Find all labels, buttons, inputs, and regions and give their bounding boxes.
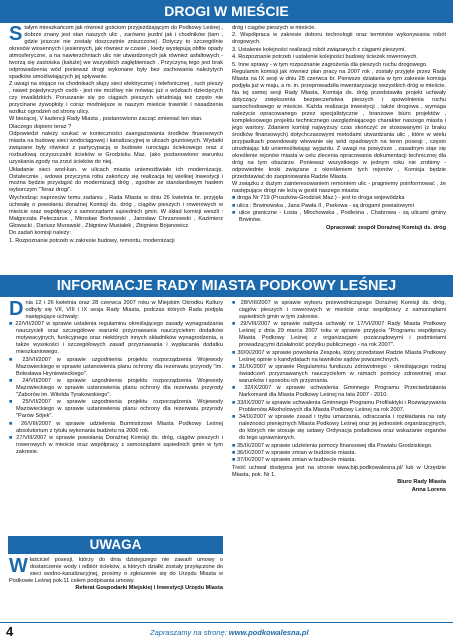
footer-url-link[interactable]: www.podkowalesna.pl	[228, 628, 309, 637]
roads-paragraph: 5. Inne sprawy - w tym rozpoznanie zagrożenia dla pieszych ruchu drogowego.	[232, 61, 428, 68]
roads-paragraph: 2. Współpraca w zakresie doboru technologii oraz terminów wykonywania robót drogowych.	[232, 32, 446, 46]
roads-signature: Opracował: zespół Doraźnej Komisji ds. dróg	[326, 224, 446, 231]
resolution-item: ■ 33/IX/2007 w sprawie uchwalenia Gminnego Programu Profilaktyki i Rozwiązywania Problemów Alkoholowych dla Miasta Podkowy Leśnej na rok 2007.	[232, 399, 446, 413]
council-intro	[9, 300, 223, 321]
notice-paragraph	[9, 557, 223, 585]
roads-paragraph: W związku z dużym zainteresowaniem remontem ulic - pragniemy poinformować , że następujące drogi nie leżą w gestii naszego miasta:	[232, 180, 446, 194]
section-title-roads: DROGI W MIEŚCIE	[0, 0, 453, 23]
roads-paragraph: Z uwagi na stojące na chodnikach słupy sieci elektrycznej i telefonicznej , ruch pieszy , nawet pojedynczych osób - jest nie możliwy nie mówiąc już o wózkach dziecięcych czy inwalidzkich. Poruszanie się po ciągach pieszych utrudniają też często nie przycinane żywopłoty i coraz modniejsze w naszym mieście trawniki i nasadzenia wzdłuż ogrodzeń od strony ulicy.	[9, 81, 223, 115]
roads-paragraph: Regulamin komisji jak również plan pracy na 2007 rok , zostały przyjęte przez Radę Miasta na IX sesji w dniu 28 czerwca br. Pierwsze działania w tym zakresie komisja podjęła już w maju, a m. in. przeprowadziła inwentaryzację wszystkich dróg w mieście. Na tej samej sesji Rady Miasta, Komisja ds. dróg przedstawiła projekt uchwały dotyczący zwiększenia bezpieczeństwa pieszych i spowolnienia ruchu samochodowego w mieście. Każda realizacja inwestycji , także drogowa , wymaga należycie opracowanego przez specjalistyczne , branżowe biuro projektów , kompleksowego projektu technicznego uwzględniającego charakter naszego miasta i jego wartory. Zdaniem komisji najwyższy czas skończyć ze stosowanymi (z braku środków finansowych) dotychczasowymi metodami utwardzania ulic , które w wielu przypadkach powodowały wlewanie się wód opadowych na teren posesji , często utrudniając lub uniemożliwiając wyjazdu. Z uwagi na powyższe , zasadnym stąe się określenie rejonów miasta w celu zlecenia opracowania dokumentacji technicznej dla dróg na tym obszarze. Ponieważ wszystkiego w jednym roku nie zrobimy - odpowiednie kroki związane z określeniem tych rejonów , Komisja będzie przedstawiać do zaopiniowania Radzie Miasta.	[232, 69, 446, 180]
notice-text: łaściciel posesji, którzy do dnia dzisiejszego nie zawarli umowy o dostarczenie wody i odbiór ścieków, a których działki zostały przyłączone do sieci wodno-kanalizacyjnej, prosimy o zgłoszenie się do Urzędu Miasta w Podkowie Leśnej pok.11 celem podpisania umowy.	[9, 557, 223, 584]
resolution-item: ■ 29/VIII/2007 w sprawie nabycia uchwały nr 17/VI/2007 Rady Miasta Podkowy Leśnej z dnia 29 marca 2007 roku w sprawie przyjęcia "Programu współpracy Miasta Podkowy Leśnej z organizacjami pozarządowymi i podmiotami prowadzącymi działalność pożytku publicznego - na rok 2007".	[232, 321, 446, 349]
bullet-square-icon: ■	[232, 450, 237, 457]
roads-paragraph: Wychodząc naprzeciw temu zadaniu , Rada Miasta w dniu 26 kwietnia br. przyjęła uchwałę o powołaniu doraźnej Komisji ds. dróg , ciągów pieszych i rowerowych w mieście oraz współpracy z samorządami sąsiednich gmin. W skład komisji weszli : Małgorzata Pełeczarus , Mirosław Borkowski , Jarosław Chrzanowski , Kazimierz Głowacki , Dariusz Murawski , Zbigniew Musiałek , Zbigniew Bojanowicz.	[9, 194, 223, 229]
footer-invite: Zapraszamy na stronę:	[150, 628, 229, 637]
roads-paragraph: 1. Rozpoznanie potrzeb w zakresie budowy, remontu, modernizacji	[9, 237, 175, 244]
drop-cap: D	[9, 300, 24, 320]
resolution-item: ■ 28/VIII/2007 w sprawie wyboru przewodniczącego Doraźnej Komisji ds. dróg, ciągów pieszych i rowerowych w mieście oraz współpracy z samorządami sąsiednich gmin w tym zakresie.	[232, 300, 446, 320]
bullet-square-icon: ■	[232, 364, 239, 371]
section-title-notice: UWAGA	[8, 536, 223, 554]
roads-paragraph: Do zadań komisji należy:	[9, 230, 71, 237]
road-list-item: ■ droga Nr 719 (Pruszków-Grodzisk Maz.) - jest to droga wojewódzka	[232, 195, 405, 202]
resolution-item: ■ 37/IX/2007 w sprawie zmian w budżecie miasta.	[232, 457, 357, 464]
road-list-item: ■ ulice graniczne - Łosia , Młochowska , Podleśna , Chabrowa - są ulicami gminy Brwinów.	[232, 210, 446, 224]
resolution-item: ■ 24/VII/2007 w sprawie uzgodnienia projektu rozporządzenia Wojewody Mazowieckiego w sprawie ustanowienia planu ochrony dla rezerwatu przyrody "Zaborów im. Witolda Tyrakowskiego".	[9, 377, 223, 398]
roads-paragraph-text: tałym mieszkańcom jak również gościom przyjeżdżającym do Podkowy Leśnej , dobrze znany jest stan naszych ulic , zarówno jezdni jak i chodników (tam , gdzie jeszcze nie zostały doszczętnie zniszczone). Dotyczy to szczególnie okresów wiosennych i jesiennych, jak również w czasie , kiedy występują obfite opady atmosferyczne, a na nawierzchniach ulic nie utwardzonych jak również asfaltowych - tworzą się zastoiska (kałuże) we wszystkich zagłębieniach . Przyczyną tego jest brak odprowadzenia wód ponieważ drogi wykonane były bez zachowania należytych spadków umożliwiających jej spływanie.	[9, 25, 223, 80]
resolution-item: ■ 30/IX/2007 w sprawie powołania Zespołu, który przedstawi Radzie Miasta Podkowy Leśnej opinie o kandydatach na ławników sądów powszechnych.	[232, 349, 446, 363]
resolution-item: ■ 27/VIII/2007 w sprawie powołania Doraźnej Komisji ds. dróg, ciągów pieszych i rowerowych w mieście oraz współpracy z samorządami sąsiednich gmin w tym zakresie.	[9, 435, 223, 456]
bullet-square-icon: ■	[9, 321, 16, 328]
drop-cap: S	[9, 25, 23, 45]
bullet-square-icon: ■	[9, 399, 23, 406]
roads-paragraph	[9, 25, 223, 81]
bullet-square-icon: ■	[232, 385, 245, 392]
resolution-item: ■ 32/IX/2007 w sprawie uchwalenia Gminnego Programu Przeciwdziałania Narkomanii dla Miasta Podkowy Leśnej na lata 2007 - 2010.	[232, 385, 446, 399]
bullet-square-icon: ■	[232, 414, 239, 421]
roads-article-column-2	[232, 25, 446, 271]
council-office: Biuro Rady Miasta	[397, 479, 446, 486]
bullet-square-icon: ■	[9, 377, 23, 384]
resolution-item: ■ 22/VII/2007 w sprawie ustalenia regulaminu określającego zasady wynagradzania nauczycieli oraz szczegółowe warunki przyznawania nauczycielom dodatków motywacyjnych, funkcyjnego oraz niektórych innych składników wynagrodzenia, a także wysokości i szczegółowych zasad przyznawania i wypłacania dodatku mieszkaniowego.	[9, 321, 223, 356]
bullet-square-icon: ■	[232, 349, 238, 356]
resolution-item: ■ 31/IX/2007 w sprawie Regulaminu funduszu zdrowotnego - określającego rodzaj świadczeń przyznawanych nauczycielom w ramach pomocy zdrowotnej oraz warunków i sposobu ich przyznania.	[232, 364, 446, 384]
council-info-column-2	[232, 300, 446, 620]
resolution-item: ■ 35/IX/2007 w sprawie udzielenia pomocy finansowej dla Powiatu Grodziskiego.	[232, 442, 433, 449]
roads-paragraph: 3. Ustalenie kolejności realizacji robót związanych z ciągami pieszymi.	[232, 46, 406, 53]
resolution-item: ■ 26/VIII/2007 w sprawie udzielenia Burmistrzowi Miasta Podkowy Leśnej absolutorium z tytułu wykonania budżetu na 2006 rok.	[9, 420, 223, 434]
page-number: 4	[6, 624, 14, 639]
roads-paragraph: 4. Rozpoznanie potrzeb i ustalenie kolejności budowy ścieżek rowerowych.	[232, 54, 418, 61]
bullet-square-icon: ■	[232, 321, 241, 328]
council-person: Anna Lorens	[411, 486, 446, 493]
bullet-square-icon: ■	[232, 202, 237, 209]
bullet-square-icon: ■	[232, 442, 237, 449]
bullet-square-icon: ■	[232, 210, 239, 217]
road-list-item: ■ ulica : Brwinowska , Jana Pawła II , Parkowa - są drogami powiatowymi	[232, 202, 414, 209]
bullet-square-icon: ■	[232, 300, 241, 306]
roads-article-column-1	[9, 25, 223, 271]
roads-paragraph: dróg i ciągów pieszych w mieście.	[232, 25, 316, 31]
resolution-item: ■ 23/VII/2007 w sprawie uzgodnienia projektu rozporządzenia Wojewody Mazowieckiego w sprawie ustanowienia planu ochrony dla rezerwatu przyrody "im. Bolesława Hryniewieckiego".	[9, 356, 223, 377]
council-info-column-1	[9, 300, 223, 532]
council-closing: Treść uchwał dostępna jest na stronie www.bip.podkowalesna.pl/ lub w Urzędzie Miasta, pok. Nr 1.	[232, 464, 446, 478]
bullet-square-icon: ■	[9, 420, 22, 427]
bullet-square-icon: ■	[232, 399, 238, 406]
notice-signature: Referat Gospodarki Miejskiej i Inwestycji Urzędu Miasta	[75, 585, 223, 592]
footer-divider	[0, 622, 453, 623]
footer-text	[150, 628, 309, 637]
roads-paragraph: Układanie sieci wod-kan. w ulicach miasta uniemożliwiało ich modernizację. Ostatecznie , wdowa przyczyna robu zakończy się realizacja tej wielkiej inwestycji i można będzie przystąpić do modernizacji dróg , zgodnie ze standardowym hasłem wyborczym "Teraz drogi".	[9, 166, 223, 194]
drop-cap: W	[9, 557, 28, 577]
resolution-item: ■ 34/IX/2007 w sprawie zasad i trybu umarzania, odraczania i rozkładania na raty należności pieniężnych Miasta Podkowy Leśnej oraz jej jednostek organizacyjnych, do których nie stosuje się ustawy Ordynacja podatkowa oraz wskazanie organów do tego uprawnionych.	[232, 414, 446, 442]
notice-column	[9, 557, 223, 619]
roads-paragraph: Dlaczego dopiero teraz ?	[9, 123, 72, 130]
bullet-square-icon: ■	[9, 356, 23, 363]
council-intro-text: nia 12 i 26 kwietnia oraz 28 czerwca 2007 roku w Miejskim Ośrodku Kultury odbyły się VII, VIII i IX sesja Rady Miasta, podczas których Rada podjęła następujące uchwały:	[25, 300, 223, 320]
bullet-square-icon: ■	[232, 195, 237, 202]
resolution-item: ■ 25/VII/2007 w sprawie uzgodnienia projektu rozporządzenia Wojewody Mazowieckiego w sprawie ustanowienia planu ochrony dla rezerwatu przyrody "Parów Sójek".	[9, 399, 223, 420]
section-title-council-info: INFORMACJE RADY MIASTA PODKOWY LEŚNEJ	[0, 275, 453, 297]
roads-paragraph: W bieżącej, V kadencji Rady Miasta , postanowiono zacząć zmieniać ten stan.	[9, 116, 203, 123]
resolution-item: ■ 36/IX/2007 w sprawie zmian w budżecie miasta.	[232, 450, 357, 457]
bullet-square-icon: ■	[9, 435, 17, 442]
roads-paragraph: Odpowiedzi należy szukać w konieczności zaangażowania środków finansowych miasta na budowę sieci wodociągowej i kanalizacyjnej w ulicach gruntowych. Wydatki związane były również z partycypacją w budowie rurociągu ściekowego oraz z rozbudową oczyszczalni ścieków w Grodzisku Maz. (ako postanowiono warunku uzyskania zgody na zrzut ścieków do niej.	[9, 131, 223, 166]
bullet-square-icon: ■	[232, 457, 237, 464]
